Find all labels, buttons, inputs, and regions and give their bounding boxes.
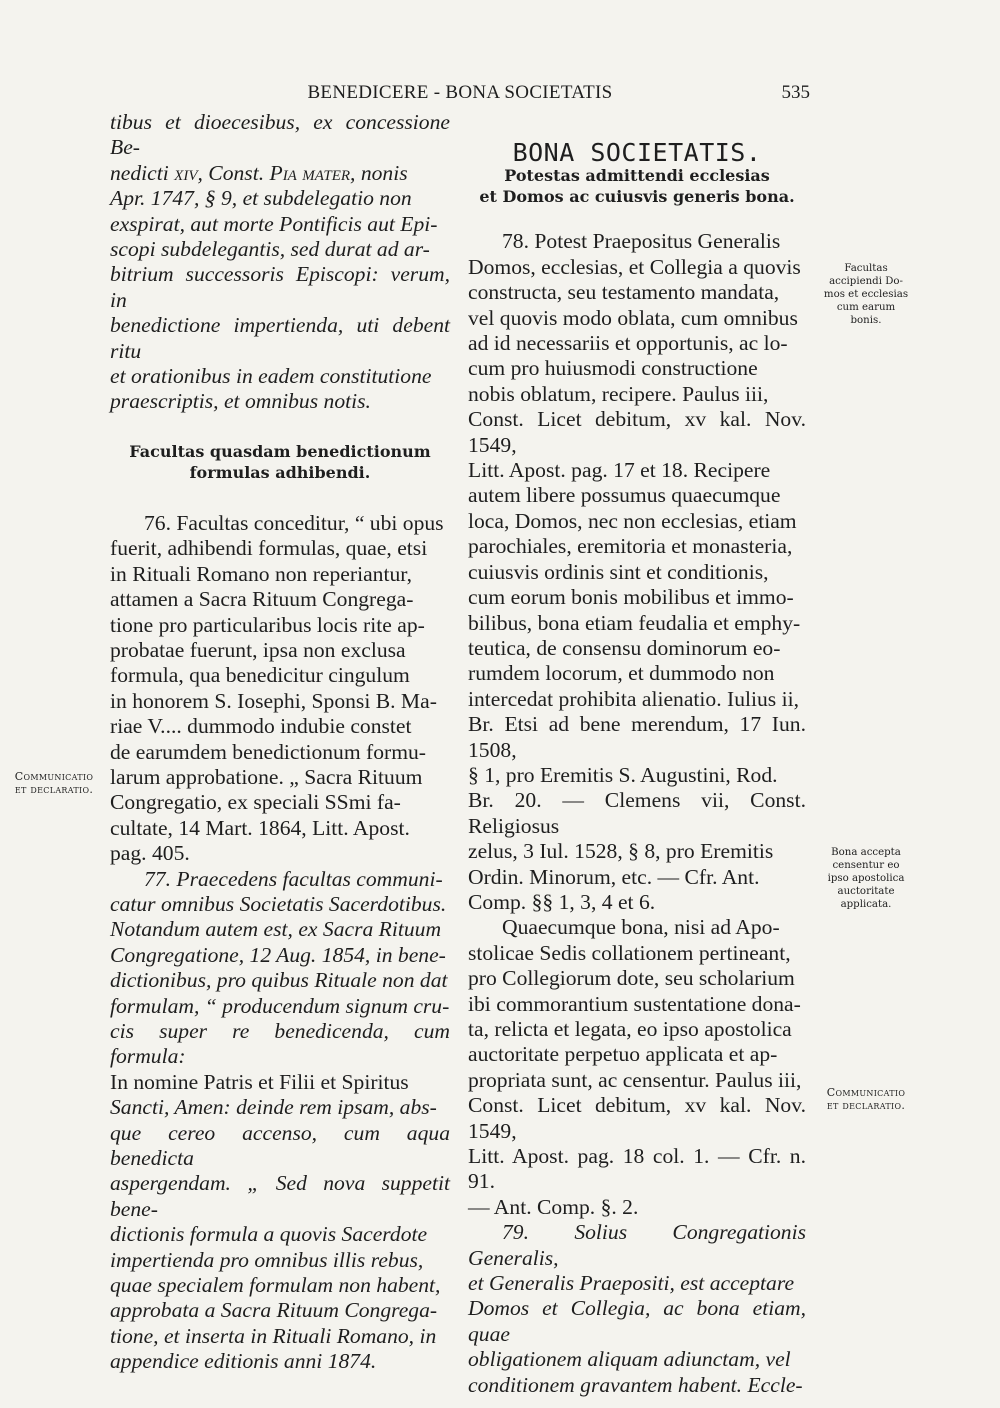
text-line: impertienda pro omnibus illis rebus, (110, 1247, 424, 1272)
text-line: tione, et inserta in Rituali Romano, in (110, 1323, 437, 1348)
text-line: stolicae Sedis collationem pertineant, (468, 940, 791, 965)
text-line: cum pro huiusmodi constructione (468, 356, 758, 381)
text-line: catur omnibus Societatis Sacerdotibus. (110, 891, 447, 916)
paragraph-quaecumque (468, 915, 806, 1220)
text-line: ta, relicta et legata, eo ipso apostolica (468, 1017, 792, 1041)
text-line: vel quovis modo oblata, cum omnibus (468, 305, 798, 330)
text-line: ibi commorantium sustentatione dona- (468, 991, 801, 1016)
text-line: constructa, seu testamento mandata, (468, 280, 780, 305)
text-line: propriata sunt, ac censentur. Paulus iii, (468, 1067, 802, 1092)
text-line: probatae fuerunt, ipsa non exclusa (110, 637, 406, 662)
paragraph-76 (110, 511, 450, 867)
margin-note-bona-accepta: Bona accepta censentur eo ipso apostolica auctoritate applicata. (827, 847, 905, 910)
text-line: 79. Solius Congregationis Generalis, (468, 1220, 806, 1270)
text-line: appendice editionis anni 1874. (110, 1349, 377, 1374)
text-line: teutica, de consensu dominorum eo- (468, 635, 781, 660)
paragraph-77 (110, 867, 450, 1375)
running-head: BENEDICERE - BONA SOCIETATIS (307, 82, 613, 103)
text-line: aspergendam. „ Sed nova suppetit bene- (110, 1171, 450, 1221)
text-line: exspirat, aut morte Pontificis aut Epi- (110, 211, 438, 236)
text-line: loca, Domos, nec non ecclesias, etiam (468, 508, 797, 533)
subheading-line: Facultas quasdam benedictionum (129, 441, 431, 461)
page-number: 535 (781, 82, 810, 103)
margin-note-facultas: Facultas accipiendi Do- mos et ecclesias cum earum bonis. (823, 263, 909, 326)
text-line: tibus et dioecesibus, ex concessione Be- (110, 110, 450, 160)
text-line: Comp. §§ 1, 3, 4 et 6. (468, 889, 656, 914)
text-line: dictionibus, pro quibus Rituale non dat (110, 968, 448, 993)
text-line: bilibus, bona etiam feudalia et emphy- (468, 610, 801, 635)
margin-note-communicatio-left: Communicatio et declaratio. (14, 770, 94, 796)
text-line: de earumdem benedictionum formu- (110, 739, 426, 764)
text-line: — Ant. Comp. §. 2. (468, 1194, 639, 1219)
text-line: formulam, “ producendum signum cru- (110, 993, 450, 1018)
left-column (110, 110, 450, 1375)
text-line: nedicti xiv, Const. Pia mater, nonis (110, 160, 408, 185)
text-line: pro Collegiorum dote, seu scholarium (468, 966, 795, 991)
text-line: Domos et Collegia, ac bona etiam, quae (468, 1296, 806, 1346)
text-line: Litt. Apost. pag. 18 col. 1. — Cfr. n. 91. (468, 1144, 806, 1194)
text-line: parochiales, eremitoria et monasteria, (468, 534, 793, 559)
text-line: Litt. Apost. pag. 17 et 18. Recipere (468, 458, 771, 483)
page-header (110, 82, 810, 110)
text-line: quae specialem formulam non habent, (110, 1273, 441, 1298)
text-line: tione pro particularibus locis rite ap- (110, 612, 425, 637)
text-line: auctoritate perpetuo applicata et ap- (468, 1042, 778, 1067)
text-line: scopi subdelegantis, sed durat ad ar- (110, 237, 430, 262)
text-line: cuiusvis ordinis sint et conditionis, (468, 559, 769, 584)
margin-note-communicatio-right: Communicatio et declaratio. (826, 1086, 906, 1112)
subheading-line: formulas adhibendi. (189, 462, 371, 482)
section-title: BONA SOCIETATIS. (512, 138, 762, 167)
text-line: ad id necessariis et opportunis, ac lo- (468, 331, 788, 356)
right-column (468, 140, 806, 1398)
text-line: Ordin. Minorum, etc. — Cfr. Ant. (468, 864, 760, 889)
text-line: 76. Facultas conceditur, “ ubi opus (144, 510, 444, 535)
text-line: § 1, pro Eremitis S. Augustini, Rod. (468, 762, 778, 787)
text-line: formula, qua benedicitur cingulum (110, 663, 410, 688)
text-line: et orationibus in eadem constitutione (110, 364, 432, 389)
text-line: Br. 20. — Clemens vii, Const. Religiosus (468, 788, 806, 838)
paragraph-79 (468, 1220, 806, 1398)
text-line: approbata a Sacra Rituum Congrega- (110, 1298, 438, 1323)
text-line: benedictione impertienda, uti debent ritu (110, 313, 450, 363)
text-line: obligationem aliquam adiunctam, vel (468, 1347, 791, 1372)
text-line: riae V.... dummodo indubie constet (110, 714, 412, 739)
text-line: Const. Licet debitum, xv kal. Nov. 1549, (468, 1093, 806, 1143)
text-line: Apr. 1747, § 9, et subdelegatio non (110, 186, 412, 211)
text-line: Br. Etsi ad bene merendum, 17 Iun. 1508, (468, 712, 806, 762)
text-line: zelus, 3 Iul. 1528, § 8, pro Eremitis (468, 839, 774, 864)
text-line: conditionem gravantem habent. Eccle- (468, 1372, 803, 1397)
text-line: cultate, 14 Mart. 1864, Litt. Apost. (110, 815, 410, 840)
intro-paragraph (110, 110, 450, 415)
text-line: Notandum autem est, ex Sacra Rituum (110, 917, 442, 942)
text-line: Domos, ecclesias, et Collegia a quovis (468, 254, 801, 279)
text-line: autem libere possumus quaecumque (468, 483, 781, 508)
text-line: cis super re benedicenda, cum formula: (110, 1019, 450, 1069)
text-line: 78. Potest Praepositus Generalis (502, 229, 781, 254)
text-line: Congregatio, ex speciali SSmi fa- (110, 790, 401, 815)
text-line: Congregatione, 12 Aug. 1854, in bene- (110, 942, 446, 967)
text-line: Sancti, Amen: deinde rem ipsam, abs- (110, 1095, 437, 1120)
text-line: bitrium successoris Episcopi: verum, in (110, 262, 450, 312)
subheading-line: et Domos ac cuiusvis generis bona. (479, 187, 795, 207)
text-line: intercedat prohibita alienatio. Iulius ii, (468, 686, 800, 711)
subheading-line: Potestas admittendi ecclesias (504, 166, 770, 186)
paragraph-78 (468, 229, 806, 915)
text-line: in Rituali Romano non reperiantur, (110, 561, 412, 586)
text-line: et Generalis Praepositi, est acceptare (468, 1271, 795, 1296)
text-line: In nomine Patris et Filii et Spiritus (110, 1069, 409, 1094)
text-line: pag. 405. (110, 841, 190, 866)
text-line: rumdem locorum, et dummodo non (468, 661, 775, 686)
text-line: in honorem S. Iosephi, Sponsi B. Ma- (110, 688, 437, 713)
text-line: cum eorum bonis mobilibus et immo- (468, 585, 794, 610)
text-line: fuerit, adhibendi formulas, quae, etsi (110, 536, 428, 561)
text-line: Const. Licet debitum, xv kal. Nov. 1549, (468, 407, 806, 457)
text-line: nobis oblatum, recipere. Paulus iii, (468, 381, 769, 406)
text-line: que cereo accenso, cum aqua benedicta (110, 1120, 450, 1171)
text-line: attamen a Sacra Rituum Congrega- (110, 587, 414, 612)
text-line: praescriptis, et omnibus notis. (110, 389, 371, 414)
text-line: 77. Praecedens facultas communi- (144, 866, 443, 891)
text-line: larum approbatione. „ Sacra Rituum (110, 764, 423, 789)
text-line: Quaecumque bona, nisi ad Apo- (502, 915, 780, 940)
text-line: dictionis formula a quovis Sacerdote (110, 1222, 428, 1247)
